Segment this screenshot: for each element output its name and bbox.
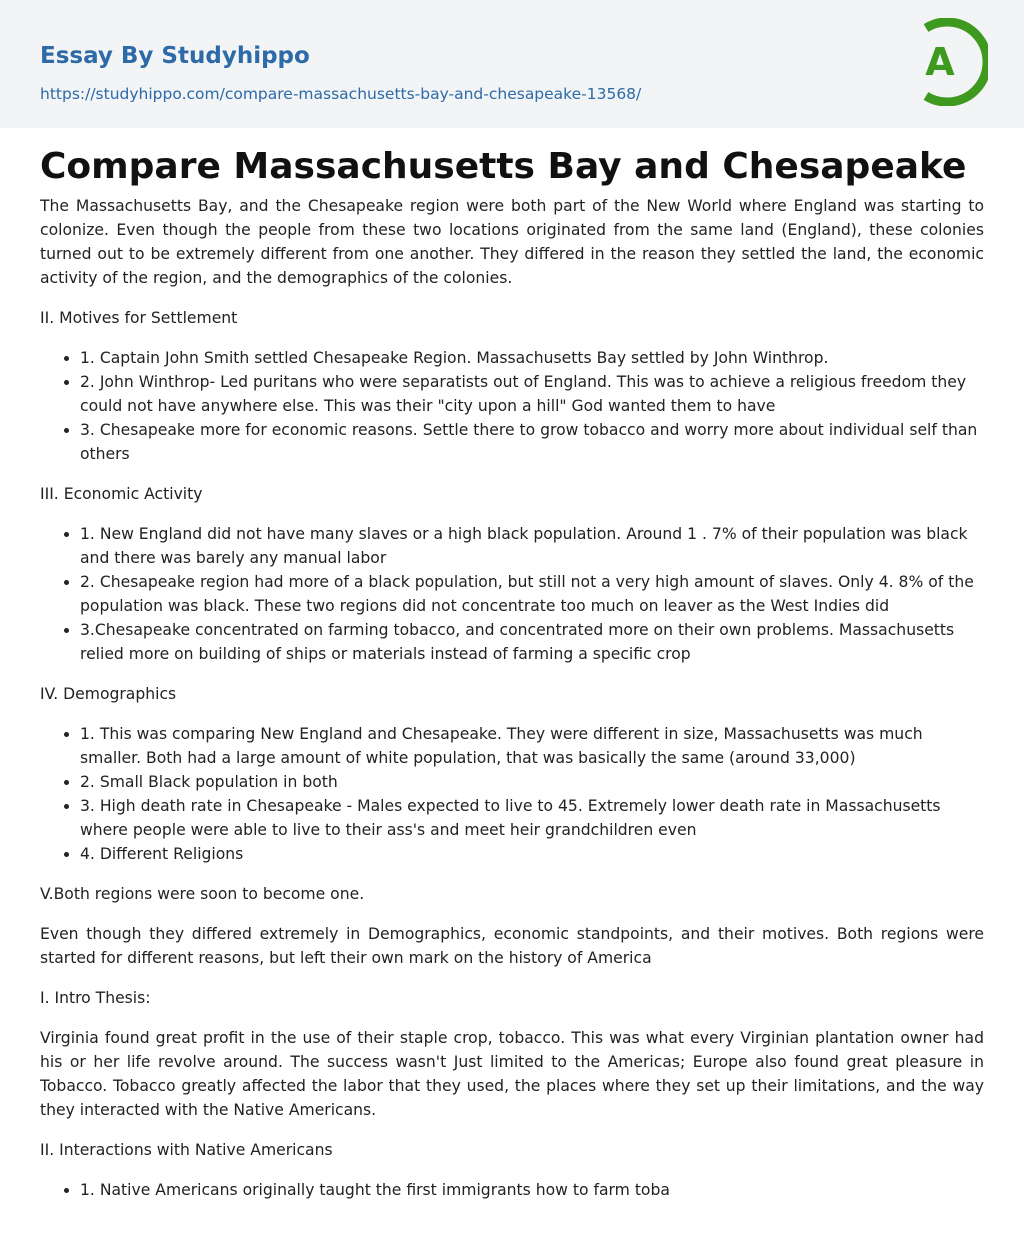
site-header xyxy=(0,0,1024,128)
section-heading-motives: II. Motives for Settlement xyxy=(40,309,238,327)
interactions-heading: II. Interactions with Native Americans xyxy=(40,1141,333,1159)
virginia-paragraph: Virginia found great profit in the use of their staple crop, tobacco. This was what every Virginian plantation owner had his or her life revolve around. The success wasn't Just limited to the Americas; Europe also found great pleasure in Tobacco. Tobacco greatly affected the labor that they used, the places where they set up their limitations, and the way they interacted with the Native Americans. xyxy=(40,1029,984,1119)
list-item: • 3. High death rate in Chesapeake - Males expected to live to 45. Extremely lower death rate in Massachusetts where people were able to live to their ass's and meet heir grandchildren even xyxy=(80,794,984,842)
list-item: • 3.Chesapeake concentrated on farming tobacco, and concentrated more on their own problems. Massachusetts relied more on building of ships or materials instead of farming a specific crop xyxy=(80,618,984,666)
logo-icon[interactable] xyxy=(912,18,988,106)
intro-paragraph: The Massachusetts Bay, and the Chesapeake region were both part of the New World where England was starting to colonize. Even though the people from these two locations originated from the same land (England), these colonies turned out to be extremely different from one another. They differed in the reason they settled the land, the economic activity of the region, and the demographics of the colonies. xyxy=(40,197,984,287)
list-item: • 1. Captain John Smith settled Chesapeake Region. Massachusetts Bay settled by John Winthrop. xyxy=(80,346,984,370)
article-body xyxy=(40,140,984,1218)
list-item: • 2. Small Black population in both xyxy=(80,770,984,794)
conclusion-paragraph: Even though they differed extremely in Demographics, economic standpoints, and their motives. Both regions were started for different reasons, but left their own mark on the history of America xyxy=(40,925,984,967)
section-heading-economic: III. Economic Activity xyxy=(40,485,203,503)
page-title: Compare Massachusetts Bay and Chesapeake xyxy=(40,146,967,187)
intro-thesis-heading: I. Intro Thesis: xyxy=(40,989,151,1007)
list-item: • 3. Chesapeake more for economic reasons. Settle there to grow tobacco and worry more about individual self than others xyxy=(80,418,984,466)
interactions-list xyxy=(40,1178,984,1202)
economic-list xyxy=(40,522,984,666)
list-item: • 2. Chesapeake region had more of a black population, but still not a very high amount of slaves. Only 4. 8% of the population was black. These two regions did not concentrate too much on leaver as the West Indies did xyxy=(80,570,984,618)
list-item: • 1. Native Americans originally taught the first immigrants how to farm toba xyxy=(80,1178,984,1202)
list-item: • 1. New England did not have many slaves or a high black population. Around 1 . 7% of their population was black and there was barely any manual labor xyxy=(80,522,984,570)
brand-title[interactable]: Essay By Studyhippo xyxy=(40,43,310,69)
section-heading-demographics: IV. Demographics xyxy=(40,685,177,703)
motives-list xyxy=(40,346,984,466)
list-item: • 1. This was comparing New England and Chesapeake. They were different in size, Massachusetts was much smaller. Both had a large amount of white population, that was basically the same (around 33,000) xyxy=(80,722,984,770)
list-item: • 4. Different Religions xyxy=(80,842,984,866)
both-regions-paragraph: V.Both regions were soon to become one. xyxy=(40,885,365,903)
demographics-list xyxy=(40,722,984,866)
source-url-link[interactable]: https://studyhippo.com/compare-massachusetts-bay-and-chesapeake-13568/ xyxy=(40,85,642,103)
logo-letter: A xyxy=(925,40,955,84)
list-item: • 2. John Winthrop- Led puritans who were separatists out of England. This was to achieve a religious freedom they could not have anywhere else. This was their "city upon a hill" God wanted them to have xyxy=(80,370,984,418)
